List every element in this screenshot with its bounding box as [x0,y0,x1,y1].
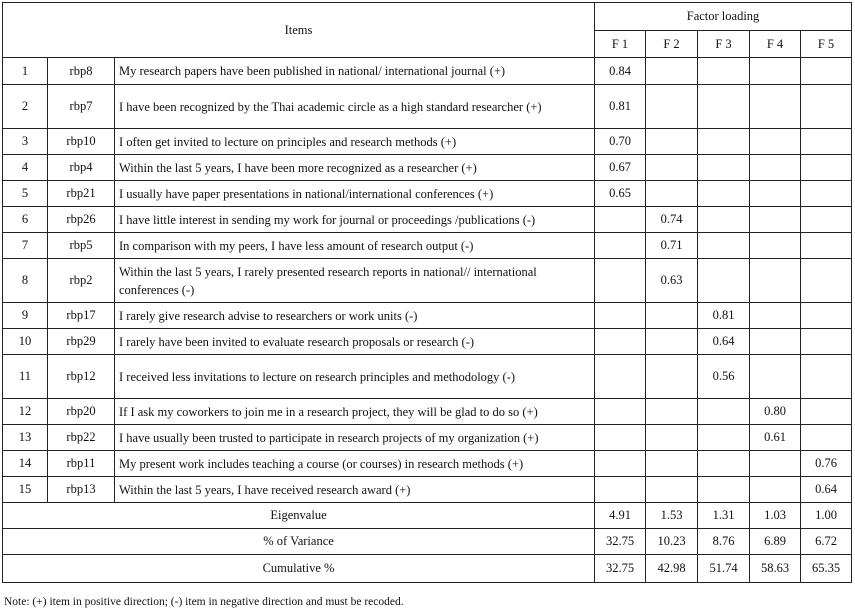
table-row [3,233,852,259]
table-row [3,451,852,477]
loading-f3 [698,477,750,503]
summary-label: Cumulative % [3,555,595,583]
loading-f4: 0.80 [750,399,801,425]
summary-rows [3,503,852,583]
summary-value-f4: 1.03 [750,503,801,529]
loading-f1 [595,355,646,399]
summary-value-f3: 8.76 [698,529,750,555]
loading-f4 [750,329,801,355]
table-row [3,303,852,329]
loading-f2 [646,329,698,355]
loading-f1 [595,259,646,303]
loading-f4 [750,451,801,477]
summary-row [3,529,852,555]
item-statement: I have usually been trusted to participate in research projects of my organization (+) [115,425,595,451]
loading-f3 [698,181,750,207]
summary-value-f2: 1.53 [646,503,698,529]
loading-f4 [750,355,801,399]
table-row [3,399,852,425]
loading-f2 [646,303,698,329]
loading-f3 [698,58,750,85]
item-number: 12 [3,399,48,425]
loading-f2 [646,355,698,399]
loading-f1: 0.65 [595,181,646,207]
loading-f4 [750,207,801,233]
table-row [3,355,852,399]
loading-f4 [750,58,801,85]
item-number: 9 [3,303,48,329]
loading-f5 [801,329,852,355]
item-number: 11 [3,355,48,399]
factor-header-f1: F 1 [595,31,646,58]
item-statement: I usually have paper presentations in national/international conferences (+) [115,181,595,207]
table-row [3,329,852,355]
loading-f4 [750,259,801,303]
loading-f2 [646,155,698,181]
table-row [3,207,852,233]
item-number: 10 [3,329,48,355]
loading-f5 [801,58,852,85]
loading-f5 [801,425,852,451]
summary-value-f1: 4.91 [595,503,646,529]
item-code: rbp22 [48,425,115,451]
table-row [3,477,852,503]
item-statement: In comparison with my peers, I have less amount of research output (-) [115,233,595,259]
loading-f4 [750,233,801,259]
item-statement: My present work includes teaching a course (or courses) in research methods (+) [115,451,595,477]
factor-header-f5: F 5 [801,31,852,58]
loading-f5: 0.76 [801,451,852,477]
loading-f3 [698,425,750,451]
summary-value-f5: 6.72 [801,529,852,555]
item-code: rbp8 [48,58,115,85]
loading-f2 [646,85,698,129]
loading-f1 [595,233,646,259]
item-code: rbp20 [48,399,115,425]
item-code: rbp4 [48,155,115,181]
summary-value-f1: 32.75 [595,529,646,555]
loading-f3 [698,85,750,129]
loading-f4 [750,181,801,207]
item-statement: Within the last 5 years, I rarely presented research reports in national// international conferences (-) [115,259,595,303]
table-row [3,259,852,303]
loading-f5 [801,85,852,129]
item-number: 5 [3,181,48,207]
item-statement: I rarely give research advise to researchers or work units (-) [115,303,595,329]
summary-value-f1: 32.75 [595,555,646,583]
item-number: 6 [3,207,48,233]
table-row [3,425,852,451]
item-statement: I often get invited to lecture on principles and research methods (+) [115,129,595,155]
item-code: rbp10 [48,129,115,155]
item-number: 1 [3,58,48,85]
loading-f2 [646,451,698,477]
loading-f5 [801,355,852,399]
loading-f1 [595,207,646,233]
loading-f5 [801,233,852,259]
item-code: rbp5 [48,233,115,259]
item-statement: I received less invitations to lecture on research principles and methodology (-) [115,355,595,399]
item-rows [3,58,852,503]
item-number: 8 [3,259,48,303]
table-row [3,155,852,181]
loading-f1 [595,451,646,477]
loading-f4 [750,129,801,155]
loading-f1 [595,303,646,329]
loading-f5 [801,129,852,155]
summary-label: % of Variance [3,529,595,555]
loading-f3: 0.56 [698,355,750,399]
loading-f2 [646,129,698,155]
loading-f4 [750,155,801,181]
summary-label: Eigenvalue [3,503,595,529]
loading-f4 [750,477,801,503]
factor-loading-header: Factor loading [595,3,852,31]
loading-f2 [646,399,698,425]
item-statement: Within the last 5 years, I have been more recognized as a researcher (+) [115,155,595,181]
loading-f1 [595,329,646,355]
loading-f2 [646,425,698,451]
loading-f5 [801,259,852,303]
summary-value-f2: 42.98 [646,555,698,583]
item-number: 15 [3,477,48,503]
loading-f3 [698,259,750,303]
summary-row [3,555,852,583]
summary-value-f2: 10.23 [646,529,698,555]
item-code: rbp7 [48,85,115,129]
item-statement: If I ask my coworkers to join me in a research project, they will be glad to do so (+) [115,399,595,425]
loading-f3 [698,155,750,181]
loading-f5 [801,155,852,181]
summary-value-f3: 1.31 [698,503,750,529]
loading-f3 [698,451,750,477]
table-row [3,181,852,207]
factor-header-f2: F 2 [646,31,698,58]
loading-f1: 0.70 [595,129,646,155]
loading-f5 [801,181,852,207]
loading-f3 [698,233,750,259]
item-code: rbp13 [48,477,115,503]
item-statement: I have little interest in sending my work for journal or proceedings /publications (-) [115,207,595,233]
factor-header-f4: F 4 [750,31,801,58]
item-number: 4 [3,155,48,181]
table-note: Note: (+) item in positive direction; (-) item in negative direction and must be recoded. [4,596,404,608]
loading-f5 [801,303,852,329]
item-code: rbp2 [48,259,115,303]
loading-f3: 0.64 [698,329,750,355]
loading-f1 [595,477,646,503]
loading-f4 [750,85,801,129]
item-code: rbp29 [48,329,115,355]
item-number: 14 [3,451,48,477]
loading-f2 [646,58,698,85]
item-code: rbp11 [48,451,115,477]
item-code: rbp17 [48,303,115,329]
factor-header-f3: F 3 [698,31,750,58]
loading-f2: 0.74 [646,207,698,233]
item-statement: Within the last 5 years, I have received research award (+) [115,477,595,503]
item-code: rbp12 [48,355,115,399]
loading-f3 [698,129,750,155]
items-header: Items [3,3,595,58]
loading-f4 [750,303,801,329]
item-statement: I rarely have been invited to evaluate research proposals or research (-) [115,329,595,355]
summary-value-f4: 6.89 [750,529,801,555]
loading-f4: 0.61 [750,425,801,451]
loading-f1 [595,425,646,451]
table-row [3,129,852,155]
loading-f5 [801,399,852,425]
summary-row [3,503,852,529]
item-number: 7 [3,233,48,259]
loading-f1: 0.81 [595,85,646,129]
item-statement: I have been recognized by the Thai academic circle as a high standard researcher (+) [115,85,595,129]
loading-f3 [698,207,750,233]
loading-f2: 0.63 [646,259,698,303]
loading-f1: 0.67 [595,155,646,181]
item-code: rbp21 [48,181,115,207]
summary-value-f3: 51.74 [698,555,750,583]
header-row-top [3,3,852,31]
loading-f3: 0.81 [698,303,750,329]
loading-f3 [698,399,750,425]
factor-loading-table [2,2,852,583]
table-row [3,85,852,129]
summary-value-f5: 1.00 [801,503,852,529]
loading-f2: 0.71 [646,233,698,259]
loading-f2 [646,181,698,207]
loading-f1 [595,399,646,425]
summary-value-f4: 58.63 [750,555,801,583]
table-row [3,58,852,85]
item-number: 2 [3,85,48,129]
loading-f2 [646,477,698,503]
loading-f5 [801,207,852,233]
loading-f5: 0.64 [801,477,852,503]
item-number: 13 [3,425,48,451]
item-number: 3 [3,129,48,155]
loading-f1: 0.84 [595,58,646,85]
summary-value-f5: 65.35 [801,555,852,583]
item-statement: My research papers have been published in national/ international journal (+) [115,58,595,85]
item-code: rbp26 [48,207,115,233]
